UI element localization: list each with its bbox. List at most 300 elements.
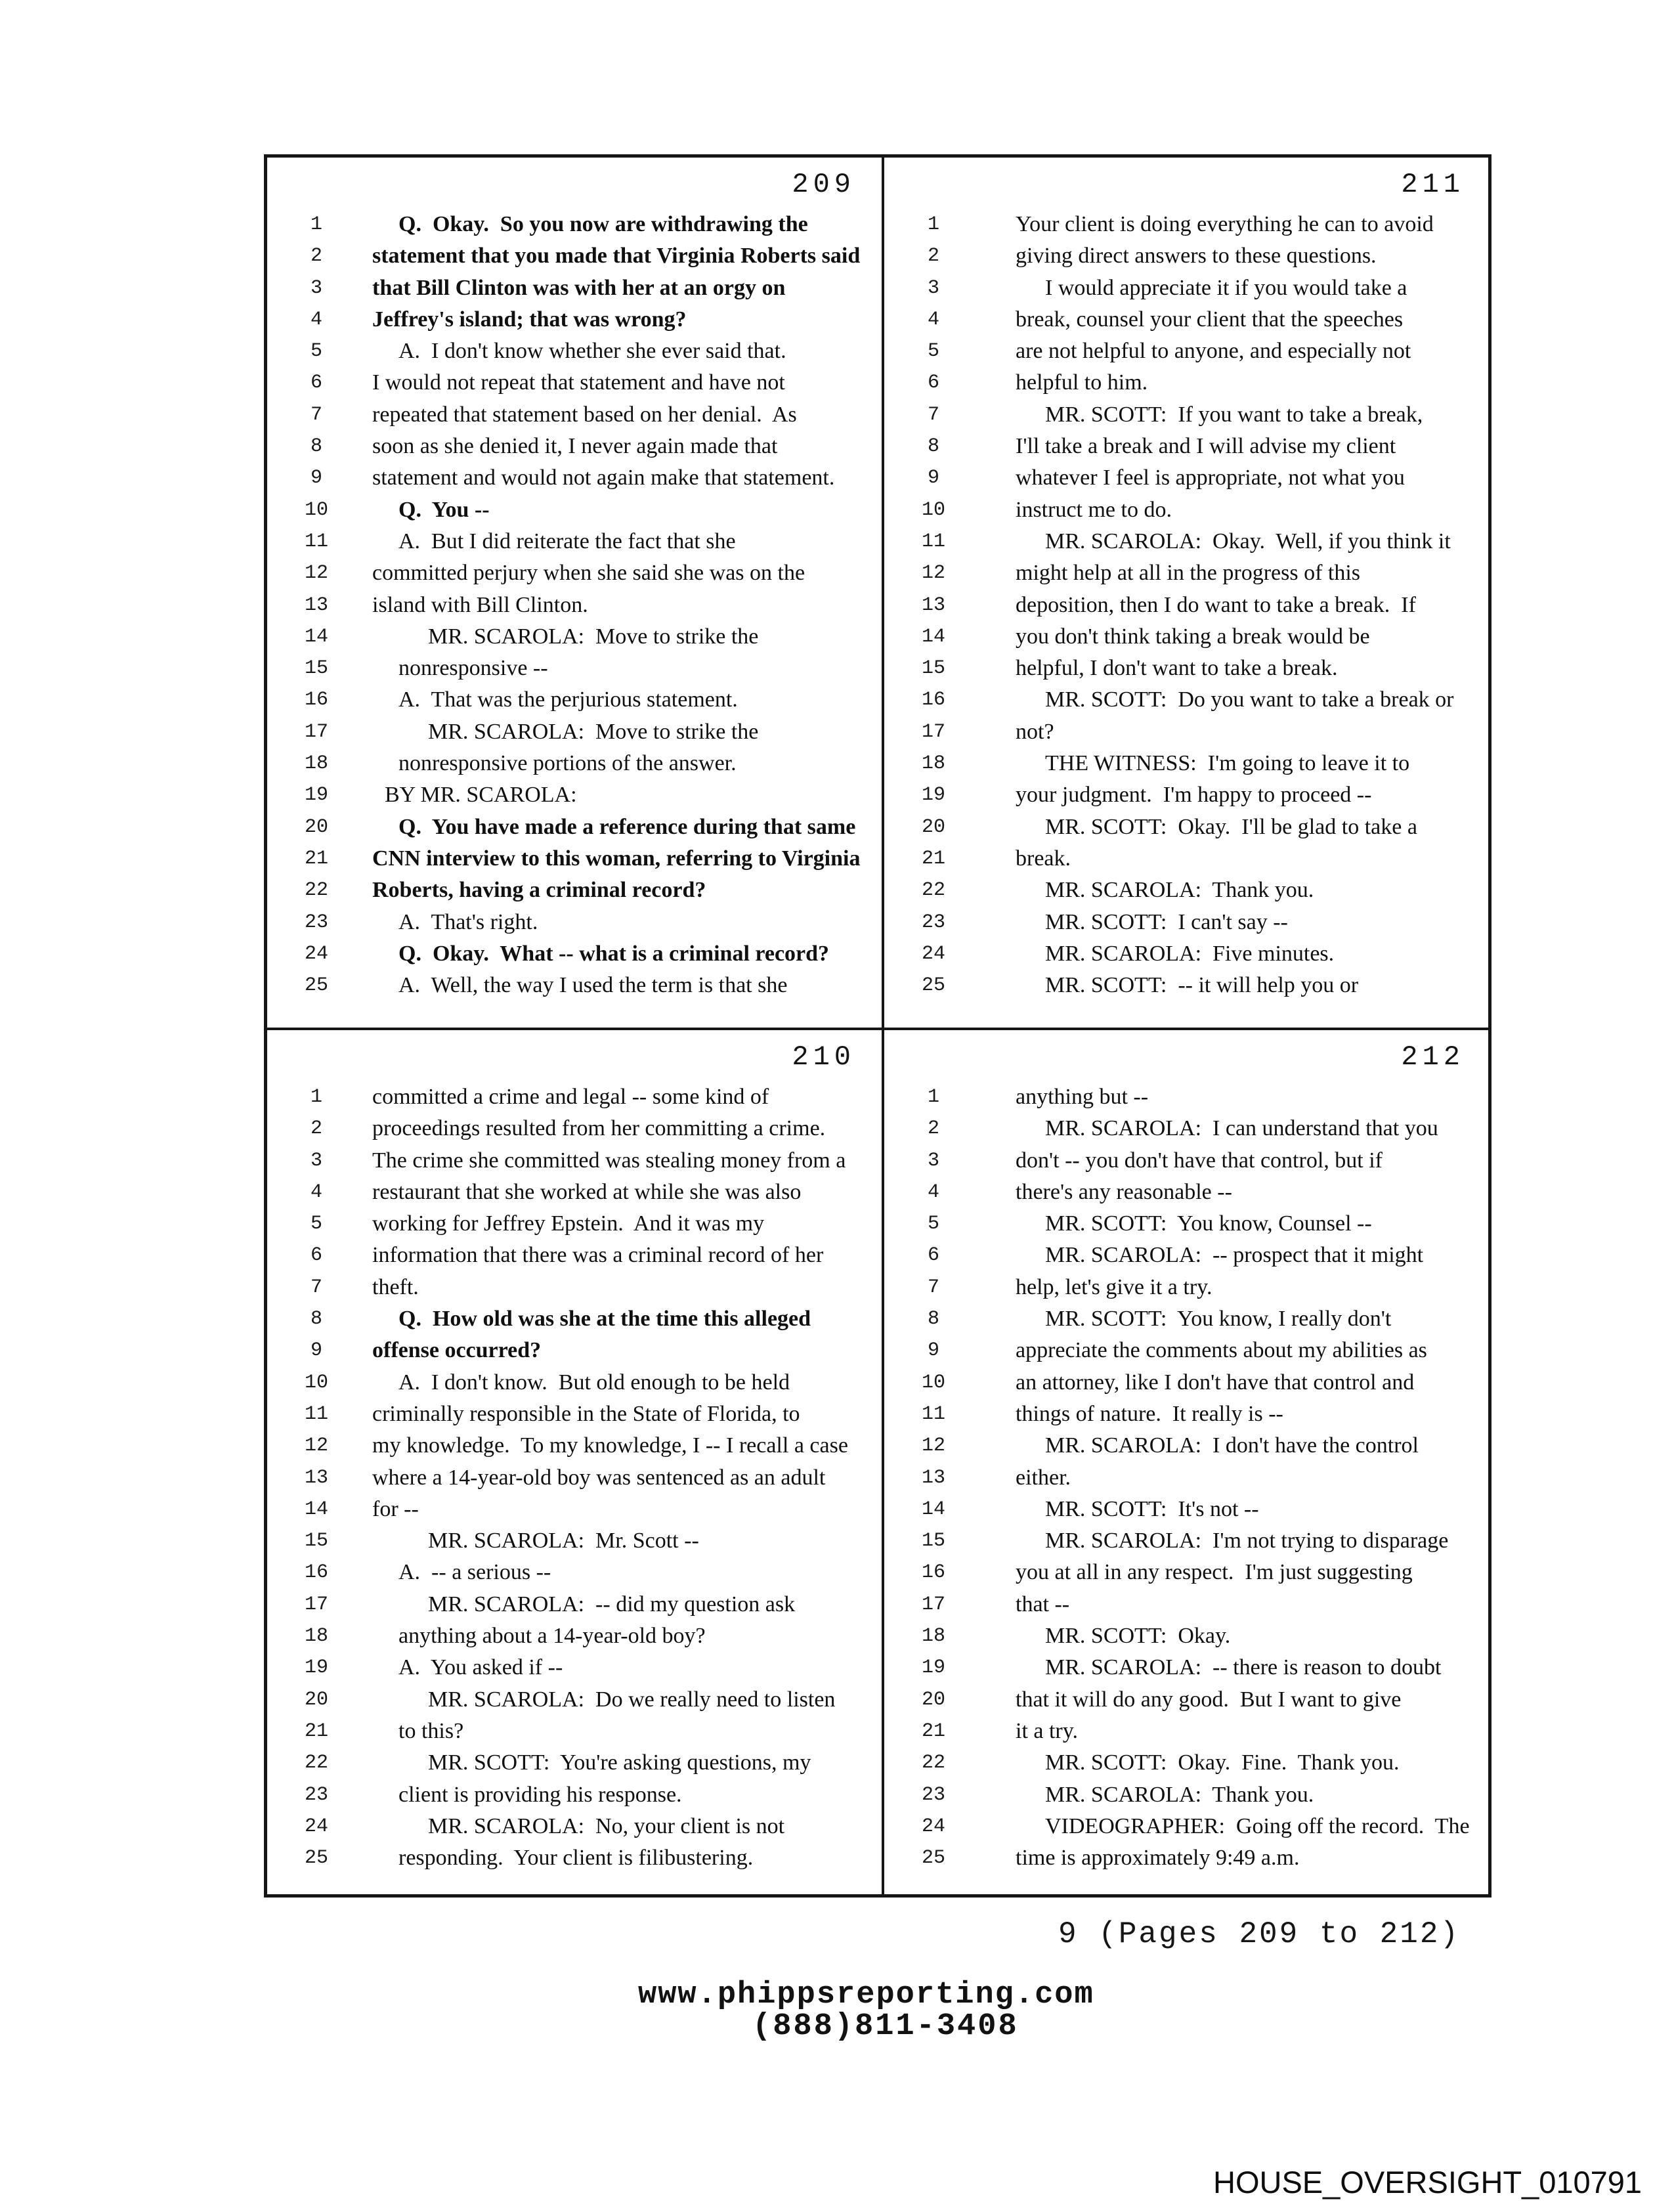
transcript-line: [884, 462, 1488, 494]
line-number: 9: [927, 467, 939, 490]
transcript-line: [267, 1557, 879, 1588]
line-text: MR. SCOTT: I can't say --: [1045, 909, 1288, 934]
transcript-page-210: [267, 1030, 879, 1894]
line-text: committed a crime and legal -- some kind of: [372, 1085, 769, 1109]
transcript-line: [267, 1399, 879, 1430]
line-number: 16: [304, 689, 328, 712]
transcript-line: [884, 272, 1488, 304]
line-text: break.: [1016, 846, 1071, 871]
line-text: you at all in any respect. I'm just suggesting: [1016, 1560, 1413, 1585]
line-text: MR. SCAROLA: Okay. Well, if you think it: [1045, 529, 1451, 553]
transcript-line: [884, 304, 1488, 336]
transcript-line: [884, 684, 1488, 716]
line-number: 24: [921, 942, 945, 965]
line-number: 10: [921, 498, 945, 521]
line-number: 4: [310, 1181, 322, 1204]
line-text: MR. SCOTT: It's not --: [1045, 1496, 1259, 1521]
line-number: 19: [304, 1657, 328, 1680]
line-number: 18: [921, 752, 945, 775]
line-number: 3: [927, 276, 939, 299]
line-text: statement that you made that Virginia Roberts said: [372, 244, 861, 269]
transcript-line: [884, 526, 1488, 557]
line-text: repeated that statement based on her denial. As: [372, 402, 797, 427]
transcript-line: [884, 653, 1488, 684]
transcript-line: [884, 716, 1488, 748]
transcript-line: [884, 590, 1488, 621]
line-number: 24: [304, 1815, 328, 1838]
line-number: 19: [921, 1657, 945, 1680]
transcript-line: [884, 812, 1488, 843]
page-number: 211: [1401, 169, 1465, 200]
line-number: 13: [304, 1466, 328, 1489]
transcript-line: [267, 812, 879, 843]
line-text: might help at all in the progress of this: [1016, 561, 1361, 586]
transcript-line: [267, 1779, 879, 1811]
transcript-line: [267, 1208, 879, 1240]
line-number: 21: [921, 1720, 945, 1743]
line-text: deposition, then I do want to take a break. If: [1016, 592, 1416, 617]
line-text: I would appreciate it if you would take a: [1045, 275, 1407, 300]
line-number: 12: [304, 562, 328, 585]
transcript-line: [267, 875, 879, 906]
line-text: Q. Okay. So you now are withdrawing the: [398, 212, 808, 236]
line-text: client is providing his response.: [398, 1782, 682, 1807]
line-number: 1: [310, 1086, 322, 1108]
transcript-line: [884, 748, 1488, 779]
transcript-line: [884, 209, 1488, 240]
transcript-line: [267, 779, 879, 811]
line-text: MR. SCAROLA: Mr. Scott --: [428, 1529, 699, 1553]
line-number: 11: [921, 530, 945, 553]
reporting-phone: (888)811-3408: [752, 2009, 1019, 2044]
transcript-line: [267, 1240, 879, 1271]
line-number: 15: [304, 1530, 328, 1553]
page-number: 212: [1401, 1041, 1465, 1073]
line-text: A. Well, the way I used the term is that she: [398, 973, 788, 998]
line-text: MR. SCAROLA: -- prospect that it might: [1045, 1243, 1424, 1268]
line-text: anything but --: [1016, 1085, 1149, 1109]
transcript-line: [884, 1811, 1488, 1842]
line-number: 18: [304, 1625, 328, 1648]
reporting-website: www.phippsreporting.com: [638, 1978, 1094, 2012]
line-text: either.: [1016, 1465, 1071, 1490]
line-text: A. You asked if --: [398, 1655, 563, 1680]
transcript-line: [267, 1589, 879, 1620]
line-text: MR. SCAROLA: Move to strike the: [428, 719, 759, 744]
line-text: A. That's right.: [398, 909, 538, 934]
line-number: 17: [304, 720, 328, 743]
transcript-line: [884, 1525, 1488, 1557]
line-text: Your client is doing everything he can to avoid: [1016, 212, 1434, 236]
line-number: 10: [304, 1371, 328, 1394]
line-text: A. But I did reiterate the fact that she: [398, 529, 736, 553]
transcript-line: [884, 1684, 1488, 1716]
line-number: 19: [304, 784, 328, 807]
line-number: 7: [927, 1276, 939, 1299]
line-number: 10: [304, 498, 328, 521]
line-number: 16: [304, 1561, 328, 1584]
line-number: 21: [304, 847, 328, 870]
transcript-line: [884, 970, 1488, 1001]
line-text: MR. SCAROLA: -- there is reason to doubt: [1045, 1655, 1442, 1680]
transcript-line: [267, 557, 879, 589]
line-number: 5: [927, 340, 939, 363]
line-number: 13: [921, 1466, 945, 1489]
transcript-line: [267, 653, 879, 684]
line-text: working for Jeffrey Epstein. And it was my: [372, 1211, 765, 1236]
line-text: A. I don't know whether she ever said that.: [398, 339, 786, 364]
transcript-line: [267, 1145, 879, 1177]
line-text: THE WITNESS: I'm going to leave it to: [1045, 751, 1410, 776]
line-text: MR. SCOTT: -- it will help you or: [1045, 973, 1359, 998]
line-number: 22: [921, 879, 945, 902]
line-number: 14: [921, 1498, 945, 1521]
line-number: 2: [927, 245, 939, 268]
transcript-line: [884, 1272, 1488, 1303]
transcript-line: [267, 336, 879, 367]
line-number: 7: [927, 403, 939, 426]
transcript-page-211: [884, 158, 1488, 1025]
line-text: Q. You have made a reference during that same: [398, 814, 856, 839]
line-number: 20: [304, 1688, 328, 1711]
line-number: 8: [310, 435, 322, 458]
line-text: criminally responsible in the State of Florida, to: [372, 1401, 800, 1426]
line-text: restaurant that she worked at while she was also: [372, 1179, 802, 1204]
transcript-line: [267, 367, 879, 399]
transcript-line: [267, 272, 879, 304]
line-number: 3: [310, 1149, 322, 1172]
line-number: 25: [921, 1847, 945, 1870]
line-text: my knowledge. To my knowledge, I -- I recall a case: [372, 1433, 848, 1458]
transcript-line: [267, 590, 879, 621]
transcript-line: [267, 1716, 879, 1747]
transcript-line: [884, 399, 1488, 431]
line-text: committed perjury when she said she was on the: [372, 561, 805, 586]
line-text: MR. SCOTT: Okay.: [1045, 1624, 1231, 1649]
transcript-line: [267, 399, 879, 431]
line-number: 17: [921, 1593, 945, 1616]
transcript-line: [884, 367, 1488, 399]
line-number: 2: [310, 1117, 322, 1140]
transcript-line: [884, 1113, 1488, 1144]
line-number: 8: [927, 1308, 939, 1331]
line-text: theft.: [372, 1274, 419, 1299]
line-text: MR. SCOTT: You're asking questions, my: [428, 1750, 811, 1775]
transcript-line: [884, 1557, 1488, 1588]
line-number: 9: [927, 1339, 939, 1362]
transcript-line: [267, 209, 879, 240]
line-text: that Bill Clinton was with her at an orgy on: [372, 275, 786, 300]
transcript-line: [267, 1430, 879, 1462]
horizontal-divider: [267, 1028, 1488, 1030]
line-number: 6: [927, 372, 939, 395]
transcript-line: [884, 843, 1488, 875]
line-text: Jeffrey's island; that was wrong?: [372, 307, 687, 332]
line-text: break, counsel your client that the speeches: [1016, 307, 1404, 332]
transcript-line: [884, 1335, 1488, 1366]
line-number: 15: [921, 1530, 945, 1553]
line-number: 20: [304, 815, 328, 838]
line-text: you don't think taking a break would be: [1016, 624, 1370, 649]
transcript-line: [884, 1779, 1488, 1811]
line-text: that --: [1016, 1592, 1070, 1616]
line-text: don't -- you don't have that control, but if: [1016, 1148, 1383, 1173]
transcript-line: [267, 1525, 879, 1557]
transcript-page-209: [267, 158, 879, 1025]
line-number: 14: [304, 1498, 328, 1521]
line-number: 3: [310, 276, 322, 299]
transcript-lines: [884, 209, 1488, 1001]
transcript-line: [267, 240, 879, 272]
line-number: 8: [927, 435, 939, 458]
line-text: MR. SCOTT: You know, Counsel --: [1045, 1211, 1372, 1236]
line-text: A. -- a serious --: [398, 1560, 551, 1585]
line-text: MR. SCOTT: If you want to take a break,: [1045, 402, 1423, 427]
line-text: MR. SCAROLA: Five minutes.: [1045, 941, 1335, 966]
line-text: anything about a 14-year-old boy?: [398, 1624, 706, 1649]
line-number: 20: [921, 1688, 945, 1711]
transcript-line: [267, 938, 879, 970]
line-number: 23: [304, 1783, 328, 1806]
line-text: whatever I feel is appropriate, not what you: [1016, 466, 1405, 490]
line-number: 8: [310, 1308, 322, 1331]
transcript-line: [884, 336, 1488, 367]
line-text: an attorney, like I don't have that control and: [1016, 1370, 1415, 1395]
line-number: 19: [921, 784, 945, 807]
line-text: nonresponsive portions of the answer.: [398, 751, 737, 776]
line-text: A. That was the perjurious statement.: [398, 687, 738, 712]
transcript-line: [884, 1462, 1488, 1494]
transcript-line: [884, 1399, 1488, 1430]
line-number: 16: [921, 689, 945, 712]
line-number: 12: [921, 1435, 945, 1458]
line-number: 2: [310, 245, 322, 268]
line-number: 3: [927, 1149, 939, 1172]
line-number: 25: [304, 974, 328, 997]
transcript-line: [267, 1811, 879, 1842]
sheet-page-info: 9 (Pages 209 to 212): [1058, 1917, 1461, 1951]
line-text: MR. SCAROLA: I'm not trying to disparage: [1045, 1529, 1449, 1553]
line-text: information that there was a criminal record of her: [372, 1243, 824, 1268]
transcript-lines: [267, 1081, 879, 1874]
line-text: are not helpful to anyone, and especially not: [1016, 339, 1411, 364]
line-text: offense occurred?: [372, 1338, 542, 1363]
transcript-line: [884, 875, 1488, 906]
line-text: soon as she denied it, I never again made that: [372, 434, 778, 459]
vertical-divider: [882, 158, 884, 1894]
transcript-line: [267, 1684, 879, 1716]
line-text: MR. SCAROLA: I can understand that you: [1045, 1116, 1438, 1141]
line-number: 23: [921, 1783, 945, 1806]
transcript-line: [267, 462, 879, 494]
line-number: 15: [921, 657, 945, 680]
line-text: statement and would not again make that statement.: [372, 466, 835, 490]
line-number: 11: [304, 1402, 328, 1425]
line-text: Roberts, having a criminal record?: [372, 878, 706, 903]
transcript-line: [267, 1747, 879, 1779]
line-text: MR. SCOTT: You know, I really don't: [1045, 1307, 1392, 1332]
transcript-line: [267, 907, 879, 938]
line-number: 13: [921, 594, 945, 617]
transcript-line: [884, 1240, 1488, 1271]
line-text: time is approximately 9:49 a.m.: [1016, 1846, 1300, 1871]
transcript-line: [267, 716, 879, 748]
transcript-line: [267, 1620, 879, 1652]
transcript-line: [267, 1177, 879, 1208]
line-number: 24: [304, 942, 328, 965]
line-text: to this?: [398, 1718, 464, 1743]
line-number: 21: [921, 847, 945, 870]
line-number: 7: [310, 1276, 322, 1299]
transcript-line: [884, 1145, 1488, 1177]
line-text: BY MR. SCAROLA:: [385, 783, 577, 808]
bates-number: HOUSE_OVERSIGHT_010791: [1213, 2165, 1642, 2200]
line-text: I would not repeat that statement and have not: [372, 370, 785, 395]
line-text: that it will do any good. But I want to give: [1016, 1687, 1402, 1712]
line-text: MR. SCAROLA: I don't have the control: [1045, 1433, 1419, 1458]
line-number: 17: [921, 720, 945, 743]
transcript-line: [267, 1842, 879, 1874]
line-text: giving direct answers to these questions.: [1016, 244, 1377, 269]
transcript-line: [267, 843, 879, 875]
transcript-line: [884, 1081, 1488, 1113]
page-number: 210: [792, 1041, 855, 1073]
line-number: 6: [310, 1244, 322, 1267]
line-text: nonresponsive --: [398, 656, 548, 681]
line-text: appreciate the comments about my abilities as: [1016, 1338, 1427, 1363]
line-text: island with Bill Clinton.: [372, 592, 588, 617]
transcript-line: [884, 1652, 1488, 1683]
transcript-line: [884, 1303, 1488, 1335]
line-number: 24: [921, 1815, 945, 1838]
line-number: 1: [310, 213, 322, 236]
line-text: Q. How old was she at the time this alleged: [398, 1307, 811, 1332]
line-number: 22: [304, 1752, 328, 1775]
line-text: help, let's give it a try.: [1016, 1274, 1213, 1299]
line-text: MR. SCAROLA: Thank you.: [1045, 1782, 1314, 1807]
transcript-line: [267, 1272, 879, 1303]
transcript-lines: [267, 209, 879, 1001]
transcript-line: [267, 1367, 879, 1399]
line-text: CNN interview to this woman, referring to Virginia: [372, 846, 861, 871]
line-text: A. I don't know. But old enough to be held: [398, 1370, 790, 1395]
transcript-line: [267, 1494, 879, 1525]
transcript-line: [267, 621, 879, 653]
transcript-line: [267, 304, 879, 336]
line-number: 11: [304, 530, 328, 553]
line-text: not?: [1016, 719, 1054, 744]
transcript-line: [267, 1303, 879, 1335]
line-text: MR. SCOTT: Okay. Fine. Thank you.: [1045, 1750, 1400, 1775]
line-number: 5: [927, 1213, 939, 1236]
line-number: 18: [921, 1625, 945, 1648]
transcript-line: [267, 431, 879, 462]
line-number: 18: [304, 752, 328, 775]
transcript-line: [267, 494, 879, 526]
line-number: 10: [921, 1371, 945, 1394]
transcript-line: [884, 938, 1488, 970]
transcript-line: [884, 779, 1488, 811]
line-text: instruct me to do.: [1016, 497, 1172, 522]
transcript-line: [884, 1716, 1488, 1747]
line-number: 16: [921, 1561, 945, 1584]
transcript-line: [267, 526, 879, 557]
line-text: Q. Okay. What -- what is a criminal record?: [398, 941, 830, 966]
line-text: helpful to him.: [1016, 370, 1148, 395]
transcript-grid-frame: [264, 154, 1492, 1898]
line-text: MR. SCOTT: Do you want to take a break or: [1045, 687, 1454, 712]
line-number: 21: [304, 1720, 328, 1743]
page-number: 209: [792, 169, 855, 200]
transcript-line: [267, 748, 879, 779]
line-number: 9: [310, 467, 322, 490]
line-number: 23: [921, 911, 945, 934]
line-text: responding. Your client is filibustering.: [398, 1846, 754, 1871]
transcript-line: [884, 1177, 1488, 1208]
line-number: 25: [921, 974, 945, 997]
transcript-line: [884, 907, 1488, 938]
transcript-line: [267, 1652, 879, 1683]
line-number: 12: [921, 562, 945, 585]
line-number: 4: [310, 308, 322, 331]
line-text: there's any reasonable --: [1016, 1179, 1232, 1204]
line-number: 5: [310, 1213, 322, 1236]
line-text: for --: [372, 1496, 419, 1521]
transcript-line: [884, 1620, 1488, 1652]
line-number: 6: [310, 372, 322, 395]
line-text: MR. SCAROLA: Do we really need to listen: [428, 1687, 836, 1712]
line-text: it a try.: [1016, 1718, 1079, 1743]
line-number: 14: [921, 625, 945, 648]
transcript-line: [884, 1589, 1488, 1620]
transcript-line: [884, 494, 1488, 526]
line-number: 14: [304, 625, 328, 648]
transcript-line: [267, 684, 879, 716]
line-text: proceedings resulted from her committing a crime.: [372, 1116, 826, 1141]
line-number: 13: [304, 594, 328, 617]
line-number: 17: [304, 1593, 328, 1616]
line-number: 6: [927, 1244, 939, 1267]
transcript-line: [884, 621, 1488, 653]
line-text: helpful, I don't want to take a break.: [1016, 656, 1338, 681]
line-text: things of nature. It really is --: [1016, 1401, 1283, 1426]
line-text: MR. SCAROLA: No, your client is not: [428, 1813, 785, 1838]
line-text: I'll take a break and I will advise my client: [1016, 434, 1396, 459]
transcript-line: [884, 240, 1488, 272]
line-text: The crime she committed was stealing money from a: [372, 1148, 846, 1173]
line-text: Q. You --: [398, 497, 490, 522]
line-number: 4: [927, 308, 939, 331]
line-number: 4: [927, 1181, 939, 1204]
transcript-page-212: [884, 1030, 1488, 1894]
transcript-line: [884, 1208, 1488, 1240]
line-text: MR. SCAROLA: Thank you.: [1045, 878, 1314, 903]
transcript-line: [267, 1462, 879, 1494]
transcript-line: [884, 557, 1488, 589]
line-number: 7: [310, 403, 322, 426]
transcript-line: [267, 970, 879, 1001]
line-number: 1: [927, 1086, 939, 1108]
transcript-line: [884, 1747, 1488, 1779]
transcript-lines: [884, 1081, 1488, 1874]
line-number: 23: [304, 911, 328, 934]
line-number: 20: [921, 815, 945, 838]
line-text: your judgment. I'm happy to proceed --: [1016, 783, 1372, 808]
line-number: 12: [304, 1435, 328, 1458]
line-number: 22: [921, 1752, 945, 1775]
line-text: where a 14-year-old boy was sentenced as an adult: [372, 1465, 826, 1490]
line-number: 2: [927, 1117, 939, 1140]
